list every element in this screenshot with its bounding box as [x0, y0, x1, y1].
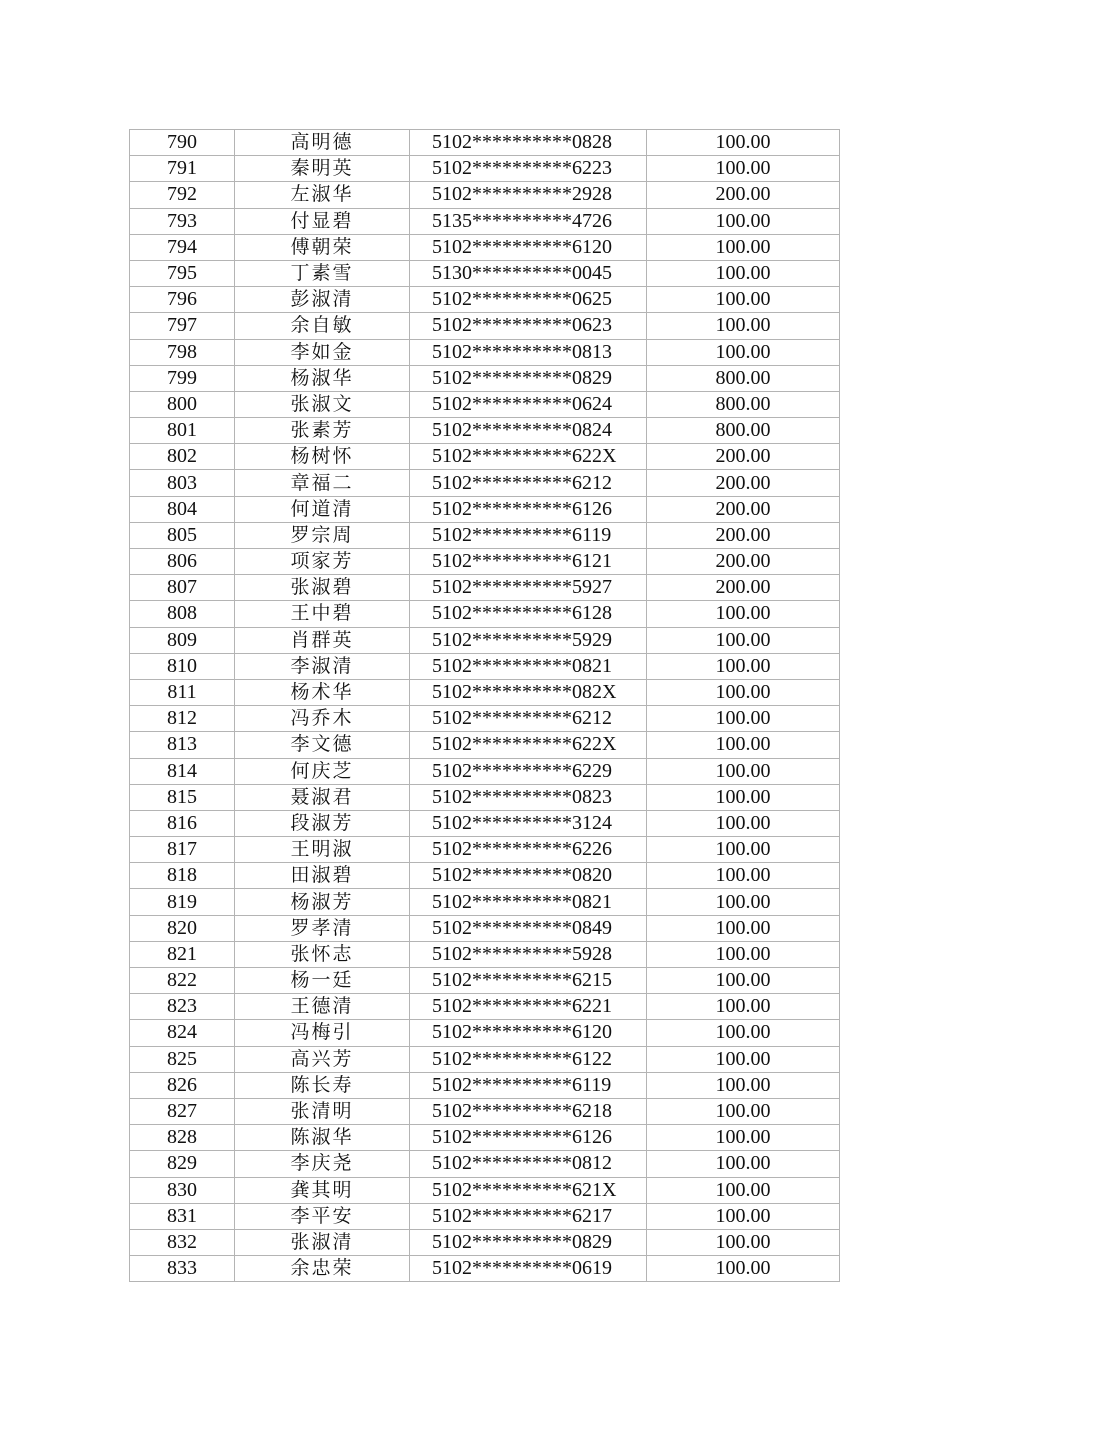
- records-table: [129, 129, 840, 1282]
- name-cell: 罗孝清: [235, 915, 410, 941]
- table-row: [130, 234, 840, 260]
- name-cell: 田淑碧: [235, 863, 410, 889]
- row-number-cell: 802: [130, 444, 235, 470]
- row-number-cell: 803: [130, 470, 235, 496]
- table-row: [130, 968, 840, 994]
- amount-cell: 800.00: [647, 365, 840, 391]
- name-cell: 项家芳: [235, 549, 410, 575]
- amount-cell: 100.00: [647, 941, 840, 967]
- amount-cell: 800.00: [647, 391, 840, 417]
- id-number-cell: 5102**********0619: [410, 1256, 647, 1282]
- name-cell: 余忠荣: [235, 1256, 410, 1282]
- amount-cell: 100.00: [647, 130, 840, 156]
- id-number-cell: 5102**********6218: [410, 1098, 647, 1124]
- table-row: [130, 260, 840, 286]
- name-cell: 左淑华: [235, 182, 410, 208]
- table-row: [130, 941, 840, 967]
- id-number-cell: 5102**********621X: [410, 1177, 647, 1203]
- id-number-cell: 5102**********0820: [410, 863, 647, 889]
- row-number-cell: 817: [130, 837, 235, 863]
- amount-cell: 200.00: [647, 444, 840, 470]
- name-cell: 丁素雪: [235, 260, 410, 286]
- name-cell: 王明淑: [235, 837, 410, 863]
- row-number-cell: 824: [130, 1020, 235, 1046]
- amount-cell: 100.00: [647, 653, 840, 679]
- table-row: [130, 522, 840, 548]
- name-cell: 张淑碧: [235, 575, 410, 601]
- amount-cell: 800.00: [647, 418, 840, 444]
- amount-cell: 200.00: [647, 182, 840, 208]
- row-number-cell: 805: [130, 522, 235, 548]
- row-number-cell: 814: [130, 758, 235, 784]
- amount-cell: 100.00: [647, 339, 840, 365]
- table-row: [130, 444, 840, 470]
- id-number-cell: 5102**********2928: [410, 182, 647, 208]
- name-cell: 李庆尧: [235, 1151, 410, 1177]
- amount-cell: 200.00: [647, 549, 840, 575]
- amount-cell: 100.00: [647, 784, 840, 810]
- row-number-cell: 815: [130, 784, 235, 810]
- name-cell: 张淑清: [235, 1229, 410, 1255]
- id-number-cell: 5102**********0625: [410, 287, 647, 313]
- id-number-cell: 5130**********0045: [410, 260, 647, 286]
- id-number-cell: 5102**********5927: [410, 575, 647, 601]
- row-number-cell: 819: [130, 889, 235, 915]
- amount-cell: 100.00: [647, 915, 840, 941]
- id-number-cell: 5102**********0813: [410, 339, 647, 365]
- amount-cell: 100.00: [647, 968, 840, 994]
- row-number-cell: 794: [130, 234, 235, 260]
- row-number-cell: 809: [130, 627, 235, 653]
- row-number-cell: 831: [130, 1203, 235, 1229]
- amount-cell: 100.00: [647, 1203, 840, 1229]
- id-number-cell: 5102**********622X: [410, 732, 647, 758]
- name-cell: 高兴芳: [235, 1046, 410, 1072]
- amount-cell: 100.00: [647, 601, 840, 627]
- id-number-cell: 5102**********6128: [410, 601, 647, 627]
- table-row: [130, 287, 840, 313]
- row-number-cell: 801: [130, 418, 235, 444]
- id-number-cell: 5102**********6212: [410, 706, 647, 732]
- row-number-cell: 812: [130, 706, 235, 732]
- id-number-cell: 5102**********6126: [410, 496, 647, 522]
- amount-cell: 100.00: [647, 156, 840, 182]
- table-row: [130, 706, 840, 732]
- amount-cell: 100.00: [647, 1125, 840, 1151]
- table-row: [130, 758, 840, 784]
- id-number-cell: 5102**********5929: [410, 627, 647, 653]
- amount-cell: 100.00: [647, 234, 840, 260]
- amount-cell: 100.00: [647, 1098, 840, 1124]
- id-number-cell: 5102**********0821: [410, 889, 647, 915]
- id-number-cell: 5102**********5928: [410, 941, 647, 967]
- id-number-cell: 5102**********0624: [410, 391, 647, 417]
- row-number-cell: 808: [130, 601, 235, 627]
- table-row: [130, 1125, 840, 1151]
- id-number-cell: 5135**********4726: [410, 208, 647, 234]
- amount-cell: 100.00: [647, 1046, 840, 1072]
- name-cell: 何道清: [235, 496, 410, 522]
- id-number-cell: 5102**********3124: [410, 810, 647, 836]
- table-row: [130, 575, 840, 601]
- name-cell: 肖群英: [235, 627, 410, 653]
- name-cell: 冯乔木: [235, 706, 410, 732]
- records-table-body: [130, 130, 840, 1282]
- name-cell: 张淑文: [235, 391, 410, 417]
- name-cell: 罗宗周: [235, 522, 410, 548]
- row-number-cell: 823: [130, 994, 235, 1020]
- id-number-cell: 5102**********6121: [410, 549, 647, 575]
- amount-cell: 100.00: [647, 313, 840, 339]
- table-row: [130, 208, 840, 234]
- amount-cell: 100.00: [647, 1229, 840, 1255]
- name-cell: 余自敏: [235, 313, 410, 339]
- row-number-cell: 811: [130, 679, 235, 705]
- table-row: [130, 418, 840, 444]
- name-cell: 付显碧: [235, 208, 410, 234]
- id-number-cell: 5102**********082X: [410, 679, 647, 705]
- id-number-cell: 5102**********6229: [410, 758, 647, 784]
- row-number-cell: 827: [130, 1098, 235, 1124]
- row-number-cell: 822: [130, 968, 235, 994]
- amount-cell: 100.00: [647, 732, 840, 758]
- table-row: [130, 863, 840, 889]
- table-row: [130, 1177, 840, 1203]
- id-number-cell: 5102**********0823: [410, 784, 647, 810]
- id-number-cell: 5102**********0812: [410, 1151, 647, 1177]
- table-row: [130, 889, 840, 915]
- row-number-cell: 791: [130, 156, 235, 182]
- name-cell: 何庆芝: [235, 758, 410, 784]
- name-cell: 杨术华: [235, 679, 410, 705]
- id-number-cell: 5102**********6120: [410, 234, 647, 260]
- table-row: [130, 1229, 840, 1255]
- amount-cell: 100.00: [647, 260, 840, 286]
- table-row: [130, 784, 840, 810]
- amount-cell: 200.00: [647, 575, 840, 601]
- name-cell: 李平安: [235, 1203, 410, 1229]
- row-number-cell: 829: [130, 1151, 235, 1177]
- amount-cell: 100.00: [647, 810, 840, 836]
- name-cell: 秦明英: [235, 156, 410, 182]
- table-row: [130, 915, 840, 941]
- id-number-cell: 5102**********6226: [410, 837, 647, 863]
- table-row: [130, 601, 840, 627]
- table-row: [130, 810, 840, 836]
- id-number-cell: 5102**********0623: [410, 313, 647, 339]
- row-number-cell: 818: [130, 863, 235, 889]
- name-cell: 聂淑君: [235, 784, 410, 810]
- amount-cell: 100.00: [647, 994, 840, 1020]
- table-row: [130, 1098, 840, 1124]
- amount-cell: 100.00: [647, 1020, 840, 1046]
- table-row: [130, 313, 840, 339]
- amount-cell: 100.00: [647, 208, 840, 234]
- id-number-cell: 5102**********0829: [410, 1229, 647, 1255]
- name-cell: 段淑芳: [235, 810, 410, 836]
- row-number-cell: 810: [130, 653, 235, 679]
- name-cell: 彭淑清: [235, 287, 410, 313]
- name-cell: 杨淑芳: [235, 889, 410, 915]
- amount-cell: 200.00: [647, 496, 840, 522]
- row-number-cell: 806: [130, 549, 235, 575]
- table-row: [130, 837, 840, 863]
- table-row: [130, 365, 840, 391]
- amount-cell: 100.00: [647, 889, 840, 915]
- table-row: [130, 1020, 840, 1046]
- table-row: [130, 679, 840, 705]
- amount-cell: 100.00: [647, 1151, 840, 1177]
- table-row: [130, 1203, 840, 1229]
- row-number-cell: 800: [130, 391, 235, 417]
- row-number-cell: 821: [130, 941, 235, 967]
- id-number-cell: 5102**********0824: [410, 418, 647, 444]
- row-number-cell: 807: [130, 575, 235, 601]
- name-cell: 李文德: [235, 732, 410, 758]
- table-row: [130, 1072, 840, 1098]
- id-number-cell: 5102**********6212: [410, 470, 647, 496]
- id-number-cell: 5102**********0821: [410, 653, 647, 679]
- amount-cell: 200.00: [647, 522, 840, 548]
- id-number-cell: 5102**********6119: [410, 1072, 647, 1098]
- row-number-cell: 790: [130, 130, 235, 156]
- id-number-cell: 5102**********6119: [410, 522, 647, 548]
- name-cell: 章福二: [235, 470, 410, 496]
- name-cell: 李如金: [235, 339, 410, 365]
- name-cell: 杨一廷: [235, 968, 410, 994]
- amount-cell: 100.00: [647, 1177, 840, 1203]
- id-number-cell: 5102**********6126: [410, 1125, 647, 1151]
- row-number-cell: 813: [130, 732, 235, 758]
- table-row: [130, 182, 840, 208]
- amount-cell: 100.00: [647, 706, 840, 732]
- name-cell: 陈长寿: [235, 1072, 410, 1098]
- row-number-cell: 799: [130, 365, 235, 391]
- name-cell: 陈淑华: [235, 1125, 410, 1151]
- id-number-cell: 5102**********6215: [410, 968, 647, 994]
- table-row: [130, 496, 840, 522]
- row-number-cell: 825: [130, 1046, 235, 1072]
- table-row: [130, 732, 840, 758]
- table-row: [130, 1151, 840, 1177]
- amount-cell: 100.00: [647, 837, 840, 863]
- row-number-cell: 796: [130, 287, 235, 313]
- id-number-cell: 5102**********6221: [410, 994, 647, 1020]
- row-number-cell: 798: [130, 339, 235, 365]
- row-number-cell: 820: [130, 915, 235, 941]
- amount-cell: 200.00: [647, 470, 840, 496]
- id-number-cell: 5102**********0829: [410, 365, 647, 391]
- name-cell: 杨淑华: [235, 365, 410, 391]
- row-number-cell: 826: [130, 1072, 235, 1098]
- amount-cell: 100.00: [647, 758, 840, 784]
- table-row: [130, 339, 840, 365]
- table-row: [130, 549, 840, 575]
- row-number-cell: 793: [130, 208, 235, 234]
- row-number-cell: 830: [130, 1177, 235, 1203]
- name-cell: 李淑清: [235, 653, 410, 679]
- amount-cell: 100.00: [647, 863, 840, 889]
- name-cell: 高明德: [235, 130, 410, 156]
- amount-cell: 100.00: [647, 1072, 840, 1098]
- name-cell: 傅朝荣: [235, 234, 410, 260]
- row-number-cell: 797: [130, 313, 235, 339]
- name-cell: 杨树怀: [235, 444, 410, 470]
- id-number-cell: 5102**********6217: [410, 1203, 647, 1229]
- id-number-cell: 5102**********6120: [410, 1020, 647, 1046]
- id-number-cell: 5102**********6122: [410, 1046, 647, 1072]
- row-number-cell: 832: [130, 1229, 235, 1255]
- table-row: [130, 130, 840, 156]
- table-row: [130, 156, 840, 182]
- name-cell: 冯梅引: [235, 1020, 410, 1046]
- table-row: [130, 1256, 840, 1282]
- table-row: [130, 653, 840, 679]
- table-row: [130, 470, 840, 496]
- amount-cell: 100.00: [647, 287, 840, 313]
- id-number-cell: 5102**********6223: [410, 156, 647, 182]
- name-cell: 王中碧: [235, 601, 410, 627]
- amount-cell: 100.00: [647, 627, 840, 653]
- name-cell: 张清明: [235, 1098, 410, 1124]
- row-number-cell: 816: [130, 810, 235, 836]
- id-number-cell: 5102**********0828: [410, 130, 647, 156]
- table-row: [130, 391, 840, 417]
- amount-cell: 100.00: [647, 679, 840, 705]
- id-number-cell: 5102**********622X: [410, 444, 647, 470]
- amount-cell: 100.00: [647, 1256, 840, 1282]
- name-cell: 龚其明: [235, 1177, 410, 1203]
- table-row: [130, 1046, 840, 1072]
- table-row: [130, 994, 840, 1020]
- name-cell: 张素芳: [235, 418, 410, 444]
- row-number-cell: 804: [130, 496, 235, 522]
- row-number-cell: 828: [130, 1125, 235, 1151]
- name-cell: 王德清: [235, 994, 410, 1020]
- table-row: [130, 627, 840, 653]
- id-number-cell: 5102**********0849: [410, 915, 647, 941]
- row-number-cell: 795: [130, 260, 235, 286]
- name-cell: 张怀志: [235, 941, 410, 967]
- row-number-cell: 792: [130, 182, 235, 208]
- row-number-cell: 833: [130, 1256, 235, 1282]
